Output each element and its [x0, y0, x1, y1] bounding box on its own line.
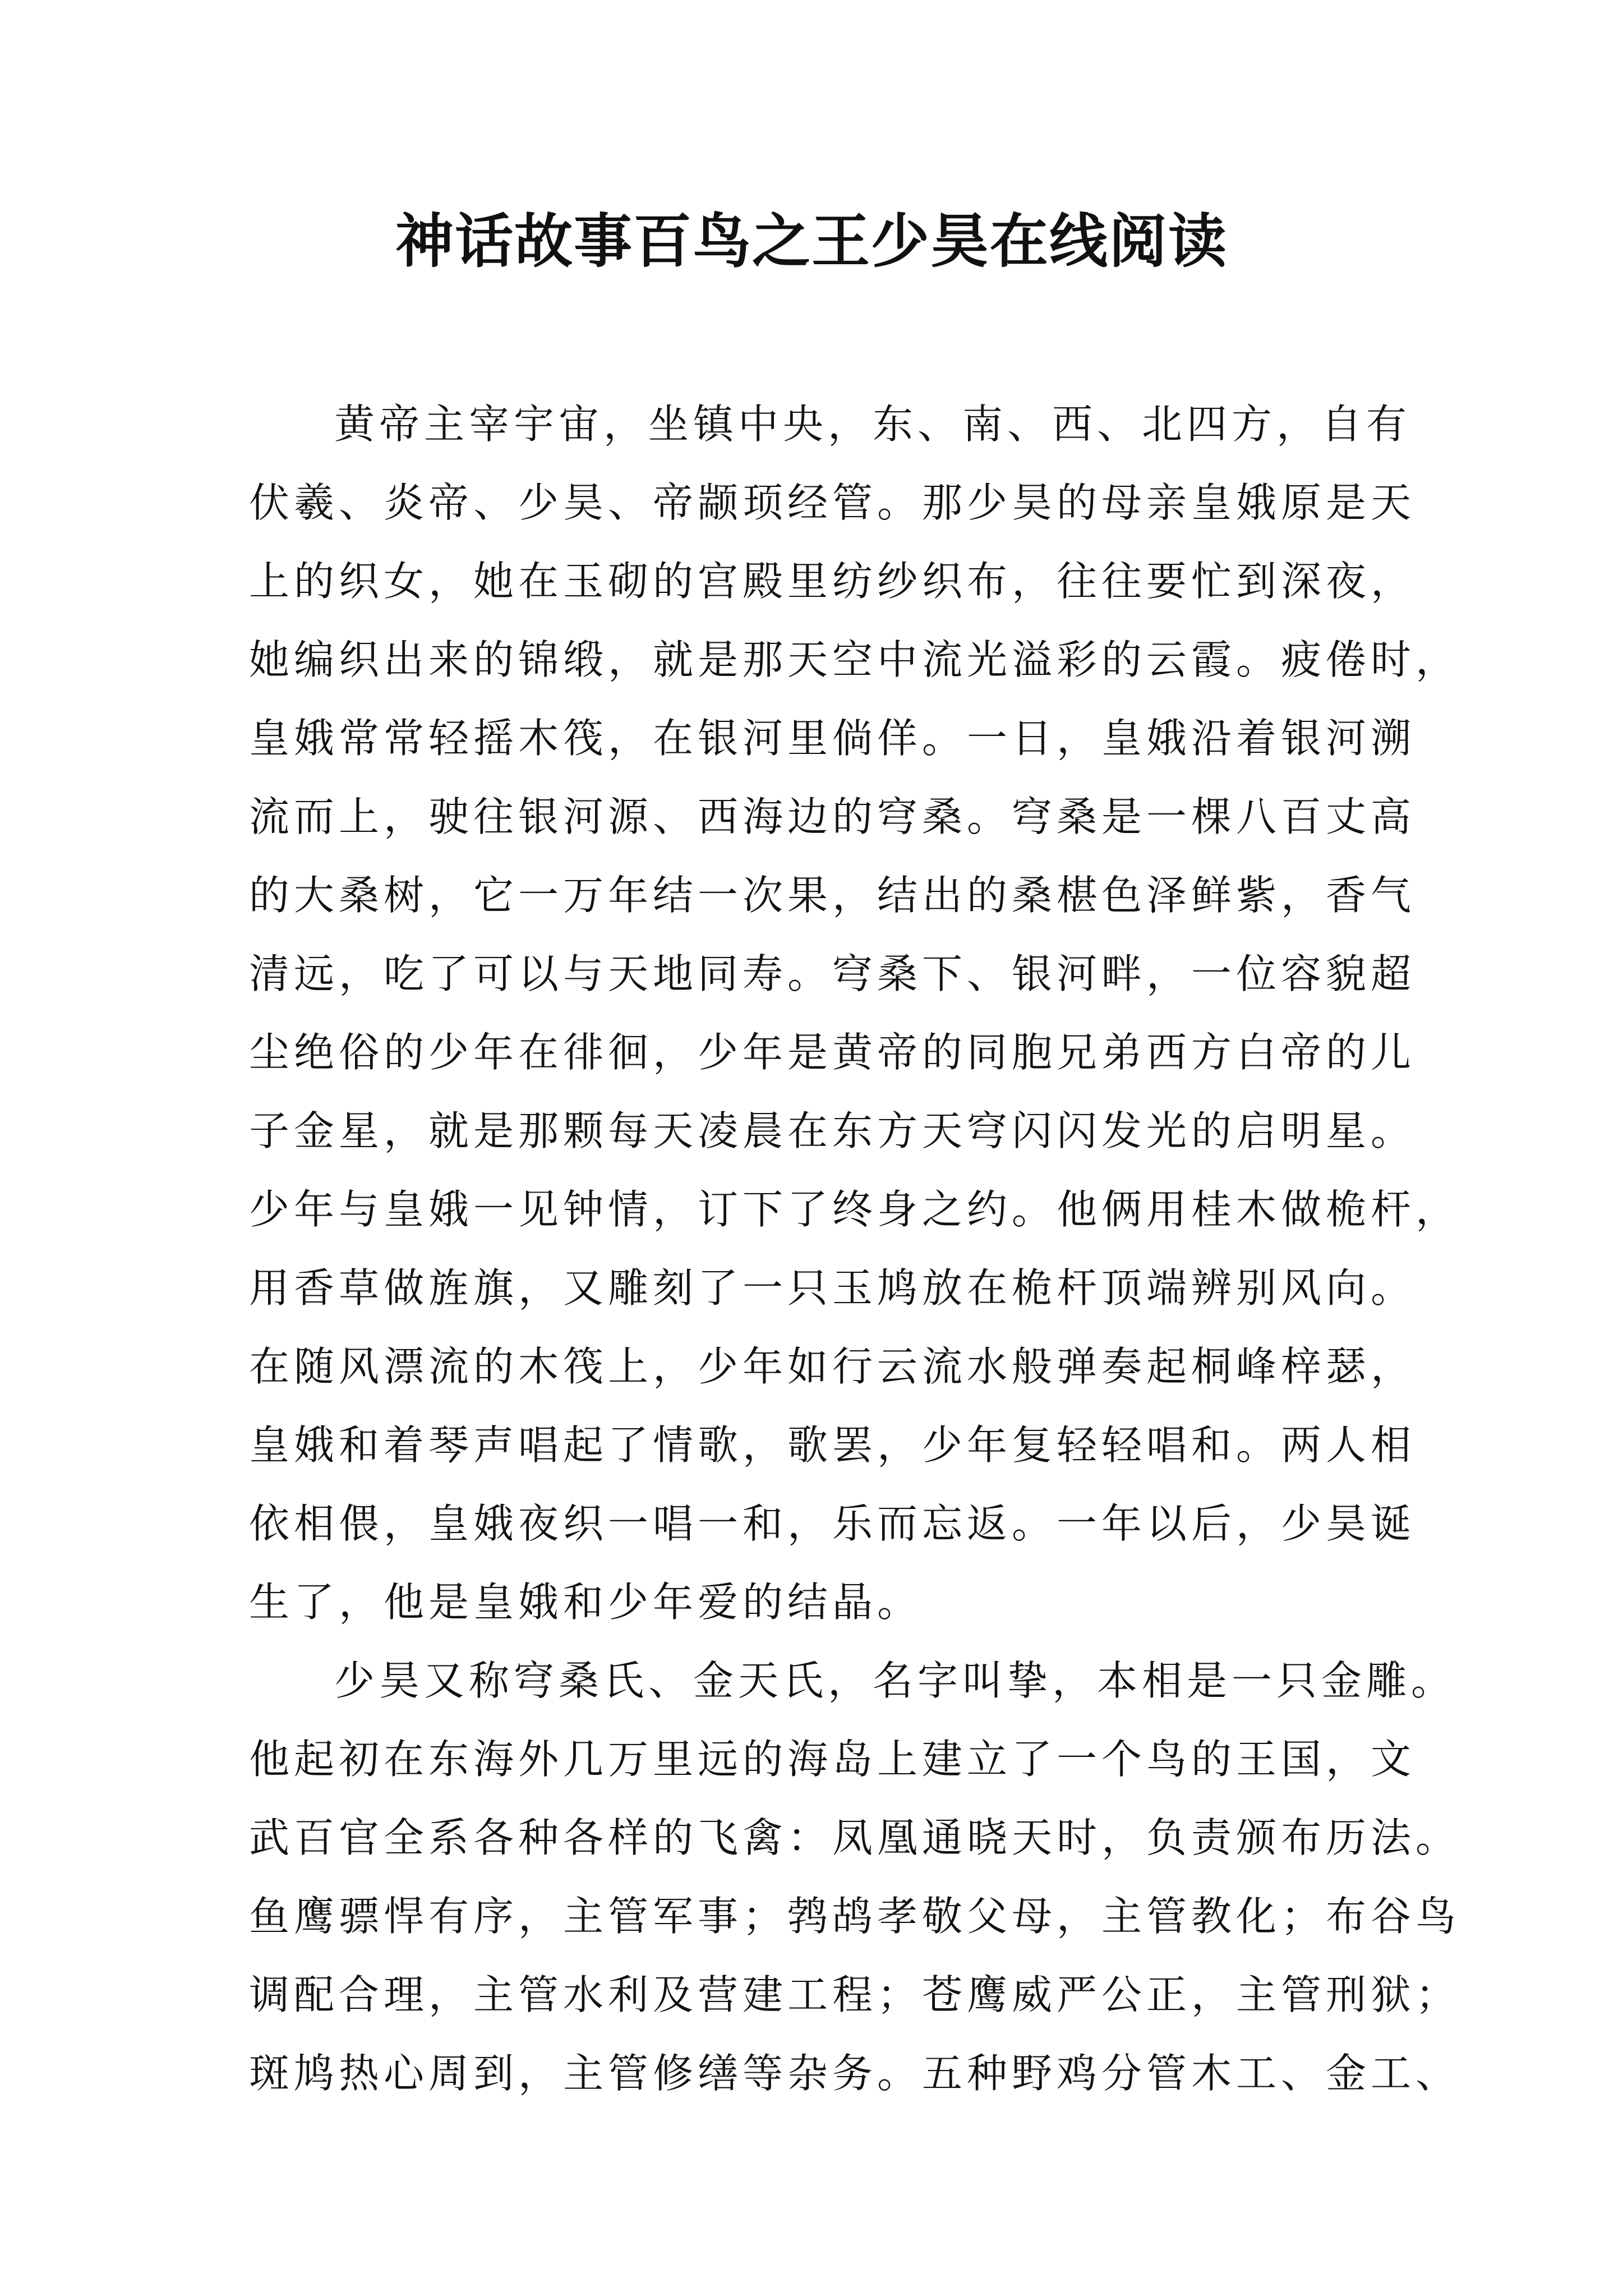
text-line: 生了，他是皇娥和少年爱的结晶。: [249, 1579, 923, 1626]
text-line: 用香草做旌旗，又雕刻了一只玉鸠放在桅杆顶端辨别风向。: [249, 1264, 1416, 1312]
text-line: 斑鸠热心周到，主管修缮等杂务。五种野鸡分管木工、金工、: [249, 2050, 1461, 2097]
text-line: 在随风漂流的木筏上，少年如行云流水般弹奏起桐峰梓瑟，: [249, 1343, 1416, 1390]
text-line: 皇娥和着琴声唱起了情歌，歌罢，少年复轻轻唱和。两人相: [249, 1421, 1416, 1469]
text-line: 黄帝主宰宇宙，坐镇中央，东、南、西、北四方，自有: [334, 401, 1412, 448]
text-line: 的大桑树，它一万年结一次果，结出的桑椹色泽鲜紫，香气: [249, 872, 1416, 919]
text-line: 武百官全系各种各样的飞禽：凤凰通晓天时，负责颁布历法。: [249, 1814, 1461, 1861]
document-body: [249, 385, 1461, 2113]
document-title: 神话故事百鸟之王少昊在线阅读: [395, 206, 1228, 275]
text-line: 上的织女，她在玉砌的宫殿里纺纱织布，往往要忙到深夜，: [249, 558, 1416, 605]
text-line: 皇娥常常轻摇木筏，在银河里倘佯。一日，皇娥沿着银河溯: [249, 715, 1416, 762]
paragraph: [249, 385, 1461, 1641]
text-line: 依相偎，皇娥夜织一唱一和，乐而忘返。一年以后，少昊诞: [249, 1500, 1416, 1547]
text-line: 流而上，驶往银河源、西海边的穹桑。穹桑是一棵八百丈高: [249, 793, 1416, 840]
text-line: 调配合理，主管水利及营建工程；苍鹰威严公正，主管刑狱；: [249, 1971, 1461, 2018]
paragraph: [249, 1641, 1461, 2113]
text-line: 子金星，就是那颗每天凌晨在东方天穹闪闪发光的启明星。: [249, 1107, 1416, 1154]
text-line: 尘绝俗的少年在徘徊，少年是黄帝的同胞兄弟西方白帝的儿: [249, 1029, 1416, 1076]
text-line: 少年与皇娥一见钟情，订下了终身之约。他俩用桂木做桅杆，: [249, 1186, 1461, 1233]
text-line: 她编织出来的锦缎，就是那天空中流光溢彩的云霞。疲倦时，: [249, 636, 1461, 683]
text-line: 他起初在东海外几万里远的海岛上建立了一个鸟的王国，文: [249, 1736, 1416, 1783]
text-line: 少昊又称穹桑氏、金天氏，名字叫挚，本相是一只金雕。: [334, 1657, 1456, 1704]
text-line: 鱼鹰骠悍有序，主管军事；鹁鸪孝敬父母，主管教化；布谷鸟: [249, 1893, 1461, 1940]
text-line: 清远，吃了可以与天地同寿。穹桑下、银河畔，一位容貌超: [249, 950, 1416, 997]
text-line: 伏羲、炎帝、少昊、帝颛顼经管。那少昊的母亲皇娥原是天: [249, 479, 1416, 526]
